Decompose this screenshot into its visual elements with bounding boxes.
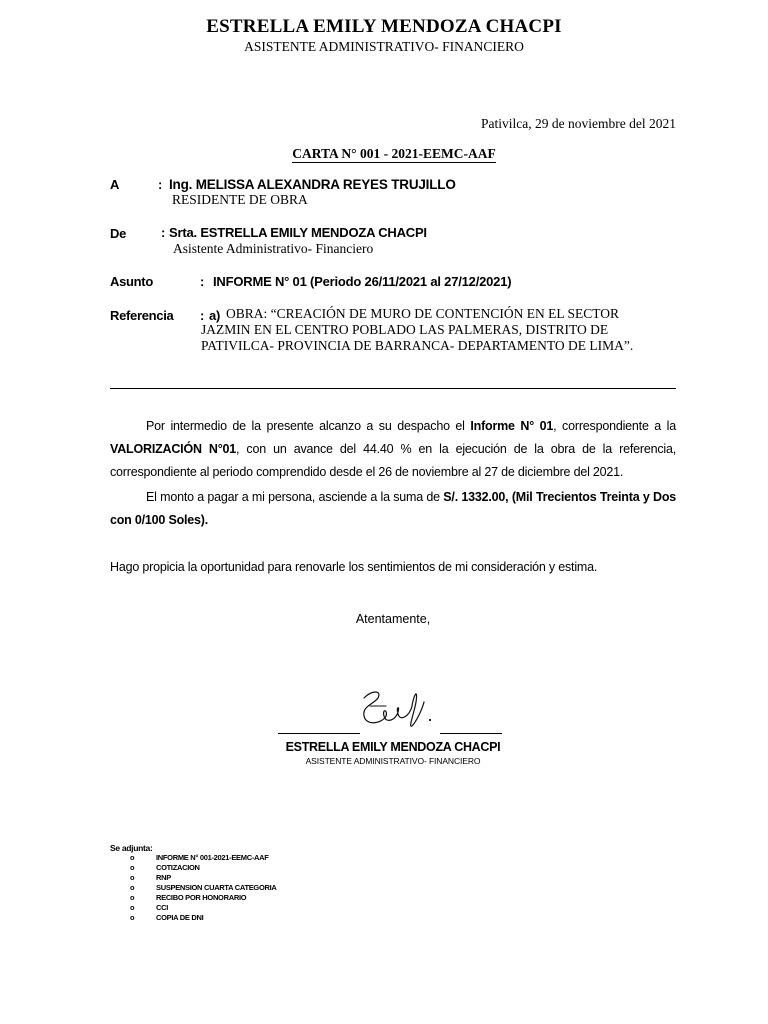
subject-label: Asunto bbox=[110, 274, 153, 289]
attachments-title: Se adjunta: bbox=[110, 843, 153, 853]
from-name: Srta. ESTRELLA EMILY MENDOZA CHACPI bbox=[169, 225, 427, 240]
attachment-label: RNP bbox=[156, 873, 171, 882]
bullet-icon: o bbox=[130, 903, 135, 912]
place-date: Pativilca, 29 de noviembre del 2021 bbox=[481, 116, 676, 131]
attachment-label: RECIBO POR HONORARIO bbox=[156, 893, 247, 902]
body-paragraph-1 bbox=[110, 415, 676, 484]
letterhead-name: ESTRELLA EMILY MENDOZA CHACPI bbox=[206, 16, 562, 37]
body-p1-e: , con un avance del 44.40 % en la ejecución de la obra de la referencia, correspondiente al periodo comprendido desde el 26 de noviembre al 27 de diciembre del 2021. bbox=[110, 442, 676, 479]
bullet-icon: o bbox=[130, 913, 135, 922]
from-position: Asistente Administrativo- Financiero bbox=[173, 241, 374, 256]
closing-text: Atentamente, bbox=[355, 612, 431, 626]
reference-line-3: PATIVILCA- PROVINCIA DE BARRANCA- DEPARTAMENTO DE LIMA”. bbox=[201, 338, 634, 353]
to-label: A bbox=[110, 177, 120, 192]
signature-line-right bbox=[440, 733, 502, 734]
reference-line-1: OBRA: “CREACIÓN DE MURO DE CONTENCIÓN EN EL SECTOR bbox=[226, 306, 619, 321]
bullet-icon: o bbox=[130, 893, 135, 902]
body-paragraph-2 bbox=[110, 486, 676, 532]
from-colon: : bbox=[161, 225, 166, 240]
bullet-icon: o bbox=[130, 853, 135, 862]
bullet-icon: o bbox=[130, 873, 135, 882]
signature-name: ESTRELLA EMILY MENDOZA CHACPI bbox=[285, 740, 501, 754]
body-p2-a: El monto a pagar a mi persona, asciende a la suma de bbox=[146, 490, 444, 504]
reference-line-2: JAZMIN EN EL CENTRO POBLADO LAS PALMERAS, DISTRITO DE bbox=[201, 322, 609, 337]
signature-line-left bbox=[278, 733, 360, 734]
to-colon: : bbox=[158, 177, 163, 192]
signature-role: ASISTENTE ADMINISTRATIVO- FINANCIERO bbox=[305, 756, 481, 766]
to-position: RESIDENTE DE OBRA bbox=[172, 192, 308, 207]
valorizacion-ref: VALORIZACIÓN N°01 bbox=[110, 442, 237, 456]
attachment-label: CCI bbox=[156, 903, 169, 912]
amount-text: S/. 1332.00, (Mil Trecientos Treinta y Dos con 0/100 Soles). bbox=[110, 490, 677, 527]
attachment-label: INFORME N° 001-2021-EEMC-AAF bbox=[156, 853, 269, 862]
subject-colon: : bbox=[200, 274, 205, 289]
body-p1-a: Por intermedio de la presente alcanzo a su despacho el bbox=[146, 419, 471, 433]
letter-number bbox=[0, 146, 768, 162]
body-paragraph-3: Hago propicia la oportunidad para renovarle los sentimientos de mi consideración y estima. bbox=[110, 560, 598, 574]
attachment-label: SUSPENSION CUARTA CATEGORIA bbox=[156, 883, 277, 892]
bullet-icon: o bbox=[130, 863, 135, 872]
informe-ref: Informe N° 01 bbox=[470, 419, 554, 433]
attachment-label: COPIA DE DNI bbox=[156, 913, 204, 922]
separator-rule bbox=[110, 388, 676, 389]
body-p1-c: , correspondiente a la bbox=[553, 419, 676, 433]
attachment-label: COTIZACION bbox=[156, 863, 200, 872]
bullet-icon: o bbox=[130, 883, 135, 892]
reference-marker: a) bbox=[209, 308, 221, 323]
handwritten-signature bbox=[352, 676, 442, 736]
reference-colon: : bbox=[200, 308, 205, 323]
to-name: Ing. MELISSA ALEXANDRA REYES TRUJILLO bbox=[169, 177, 456, 192]
reference-label: Referencia bbox=[110, 308, 174, 323]
subject-text: INFORME N° 01 (Periodo 26/11/2021 al 27/12/2021) bbox=[213, 274, 512, 289]
letterhead-role: ASISTENTE ADMINISTRATIVO- FINANCIERO bbox=[244, 39, 524, 54]
letter-number-text: CARTA N° 001 - 2021-EEMC-AAF bbox=[292, 146, 496, 161]
from-label: De bbox=[110, 226, 127, 241]
